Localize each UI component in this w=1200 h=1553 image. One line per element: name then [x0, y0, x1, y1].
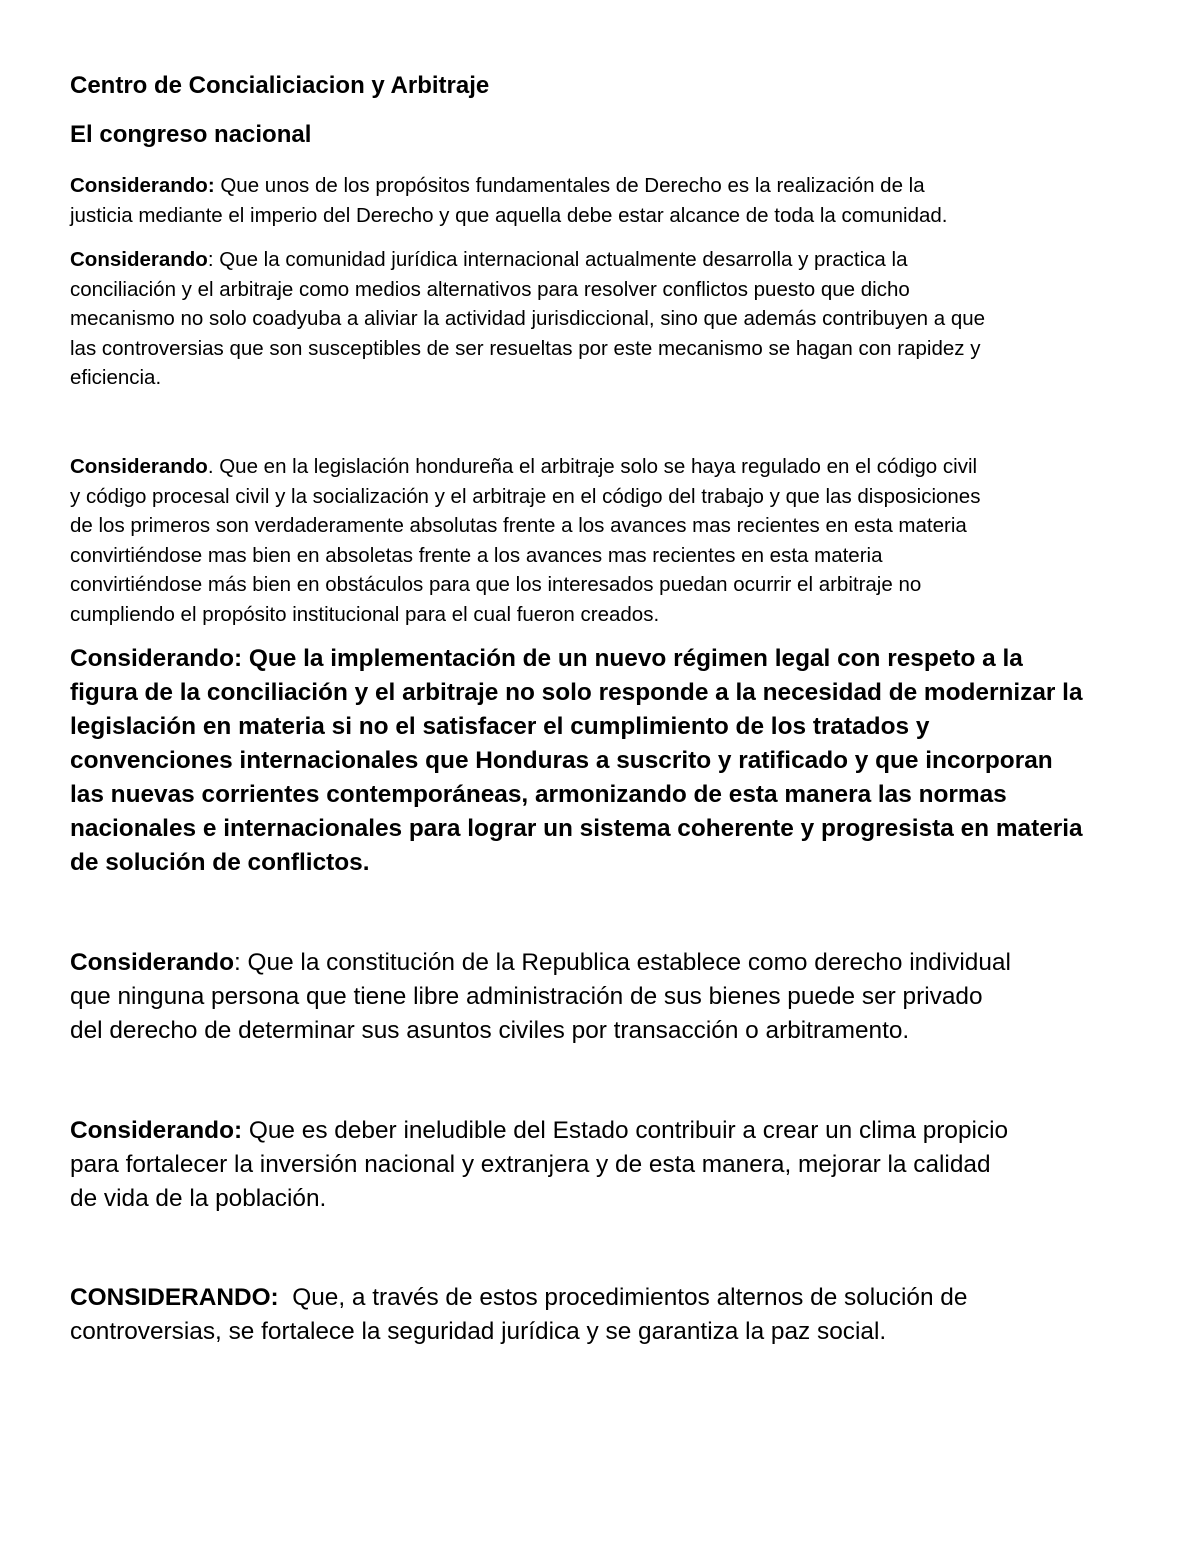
paragraph-line: figura de la conciliación y el arbitraje no solo responde a la necesidad de modernizar la — [70, 679, 1083, 706]
considerando-paragraph-5 — [70, 946, 1140, 1048]
paragraph-line: justicia mediante el imperio del Derecho y que aquella debe estar alcance de toda la comunidad. — [70, 203, 948, 227]
paragraph-line: las controversias que son susceptibles de ser resueltas por este mecanismo se hagan con rapidez y — [70, 336, 981, 360]
considerando-paragraph-4 — [70, 642, 1140, 880]
paragraph-line: de solución de conflictos. — [70, 849, 370, 876]
considerando-label: Considerando: — [70, 174, 215, 197]
considerando-paragraph-1 — [70, 171, 1140, 230]
considerando-label: Considerando — [70, 455, 208, 478]
considerando-paragraph-2 — [70, 245, 1140, 393]
paragraph-line: Considerando: Que la comunidad jurídica internacional actualmente desarrolla y practica la — [70, 248, 908, 271]
paragraph-line: mecanismo no solo coadyuba a aliviar la actividad jurisdiccional, sino que además contribuyen a que — [70, 307, 986, 330]
paragraph-line: Considerando. Que en la legislación hondureña el arbitraje solo se haya regulado en el código civil — [70, 455, 978, 478]
paragraph-line: y código procesal civil y la socialización y el arbitraje en el código del trabajo y que las disposiciones — [70, 484, 981, 508]
paragraph-line: CONSIDERANDO: Que, a través de estos procedimientos alternos de solución de — [70, 1284, 968, 1311]
considerando-paragraph-6 — [70, 1114, 1140, 1216]
paragraph-line: Considerando: Que la implementación de un nuevo régimen legal con respeto a la — [70, 645, 1023, 672]
paragraph-line: de vida de la población. — [70, 1185, 327, 1212]
paragraph-line: del derecho de determinar sus asuntos civiles por transacción o arbitramento. — [70, 1017, 910, 1044]
paragraph-line: que ninguna persona que tiene libre administración de sus bienes puede ser privado — [70, 983, 983, 1010]
paragraph-line: legislación en materia si no el satisfacer el cumplimiento de los tratados y — [70, 713, 930, 740]
paragraph-line: cumpliendo el propósito institucional para el cual fueron creados. — [70, 602, 660, 626]
paragraph-line: convirtiéndose mas bien en absoletas frente a los avances mas recientes en esta materia — [70, 543, 883, 567]
paragraph-line: Considerando: Que la constitución de la Republica establece como derecho individual — [70, 949, 1011, 976]
considerando-label: CONSIDERANDO: — [70, 1284, 279, 1311]
paragraph-line: eficiencia. — [70, 366, 162, 389]
considerando-label: Considerando — [70, 248, 208, 271]
document-subtitle: El congreso nacional — [70, 121, 312, 148]
paragraph-line: nacionales e internacionales para lograr un sistema coherente y progresista en materia — [70, 815, 1083, 842]
paragraph-line: conciliación y el arbitraje como medios alternativos para resolver conflictos puesto que dicho — [70, 277, 910, 301]
paragraph-line: Considerando: Que es deber ineludible del Estado contribuir a crear un clima propicio — [70, 1117, 1009, 1144]
paragraph-line: las nuevas corrientes contemporáneas, armonizando de esta manera las normas — [70, 781, 1007, 808]
considerando-paragraph-3 — [70, 452, 1140, 629]
paragraph-line: de los primeros son verdaderamente absolutas frente a los avances mas recientes en esta materia — [70, 514, 967, 537]
paragraph-line: para fortalecer la inversión nacional y extranjera y de esta manera, mejorar la calidad — [70, 1151, 991, 1178]
paragraph-line: convirtiéndose más bien en obstáculos para que los interesados puedan ocurrir el arbitraje no — [70, 573, 922, 596]
document-title: Centro de Concialiciacion y Arbitraje — [70, 72, 490, 99]
paragraph-line: Considerando: Que unos de los propósitos fundamentales de Derecho es la realización de la — [70, 174, 925, 197]
considerando-label: Considerando — [70, 949, 234, 976]
considerando-label: Considerando: — [70, 645, 243, 672]
paragraph-line: controversias, se fortalece la seguridad jurídica y se garantiza la paz social. — [70, 1318, 887, 1345]
considerando-label: Considerando: — [70, 1117, 243, 1144]
paragraph-line: convenciones internacionales que Honduras a suscrito y ratificado y que incorporan — [70, 747, 1053, 774]
considerando-paragraph-7 — [70, 1281, 1140, 1349]
